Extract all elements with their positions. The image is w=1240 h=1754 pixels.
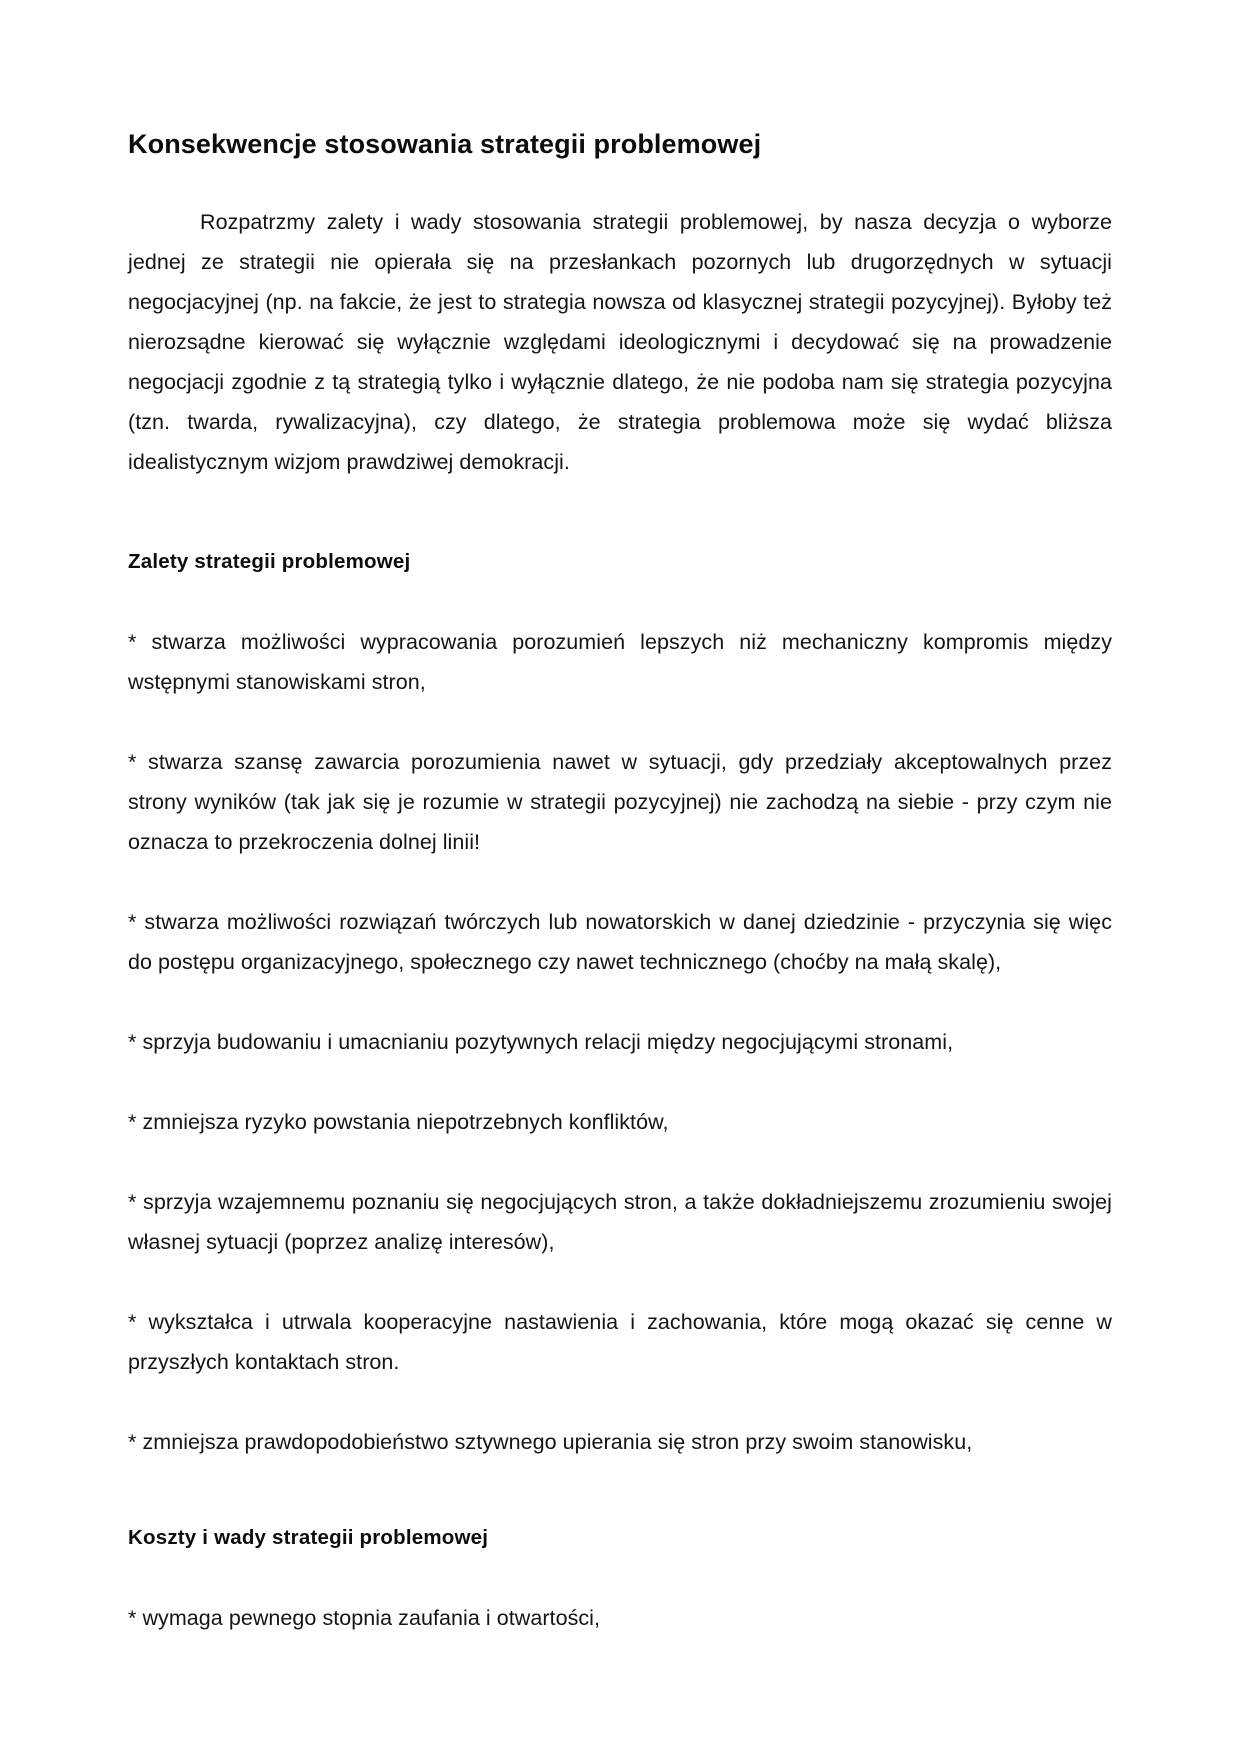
section-heading-advantages: Zalety strategii problemowej	[128, 549, 411, 573]
list-item: * zmniejsza ryzyko powstania niepotrzebnych konfliktów,	[128, 1109, 669, 1134]
list-item: * sprzyja wzajemnemu poznaniu się negocjujących stron, a także dokładniejszemu zrozumieniu swojej własnej sytuacji (poprzez analizę interesów),	[128, 1189, 1112, 1254]
heading-spacer	[128, 1588, 1112, 1598]
list-spacer	[128, 1012, 1112, 1022]
page-title: Konsekwencje stosowania strategii problemowej	[128, 129, 762, 159]
list-item: * wykształca i utrwala kooperacyjne nastawienia i zachowania, które mogą okazać się cenne w przyszłych kontaktach stron.	[128, 1309, 1112, 1374]
list-item: * stwarza możliwości wypracowania porozumień lepszych niż mechaniczny kompromis między wstępnymi stanowiskami stron,	[128, 629, 1112, 694]
list-spacer	[128, 1092, 1112, 1102]
list-spacer	[128, 1172, 1112, 1182]
intro-paragraph: Rozpatrzmy zalety i wady stosowania strategii problemowej, by nasza decyzja o wyborze jednej ze strategii nie opierała się na przesłankach pozornych lub drugorzędnych w sytuacji negocjacyjnej (np. na fakcie, że jest to strategia nowsza od klasycznej strategii pozycyjnej). Byłoby też nierozsądne kierować się wyłącznie względami ideologicznymi i decydować się na prowadzenie negocjacji zgodnie z tą strategią tylko i wyłącznie dlatego, że nie podoba nam się strategia pozycyjna (tzn. twarda, rywalizacyjna), czy dlatego, że strategia problemowa może się wydać bliższa idealistycznym wizjom prawdziwej demokracji.	[128, 209, 1112, 474]
list-spacer	[128, 1412, 1112, 1422]
list-spacer	[128, 732, 1112, 742]
list-spacer	[128, 1292, 1112, 1302]
list-item: * zmniejsza prawdopodobieństwo sztywnego upierania się stron przy swoim stanowisku,	[128, 1429, 973, 1454]
heading-spacer	[128, 612, 1112, 622]
list-item: * stwarza możliwości rozwiązań twórczych lub nowatorskich w danej dziedzinie - przyczynia się więc do postępu organizacyjnego, społecznego czy nawet technicznego (choćby na małą skalę),	[128, 909, 1112, 974]
list-spacer	[128, 892, 1112, 902]
section-spacer	[128, 516, 1112, 542]
list-item: * sprzyja budowaniu i umacnianiu pozytywnych relacji między negocjującymi stronami,	[128, 1029, 954, 1054]
list-item: * stwarza szansę zawarcia porozumienia nawet w sytuacji, gdy przedziały akceptowalnych przez strony wyników (tak jak się je rozumie w strategii pozycyjnej) nie zachodzą na siebie - przy czym nie oznacza to przekroczenia dolnej linii!	[128, 749, 1112, 854]
section-heading-costs: Koszty i wady strategii problemowej	[128, 1525, 489, 1549]
list-item: * wymaga pewnego stopnia zaufania i otwartości,	[128, 1605, 601, 1630]
section-spacer	[128, 1492, 1112, 1518]
